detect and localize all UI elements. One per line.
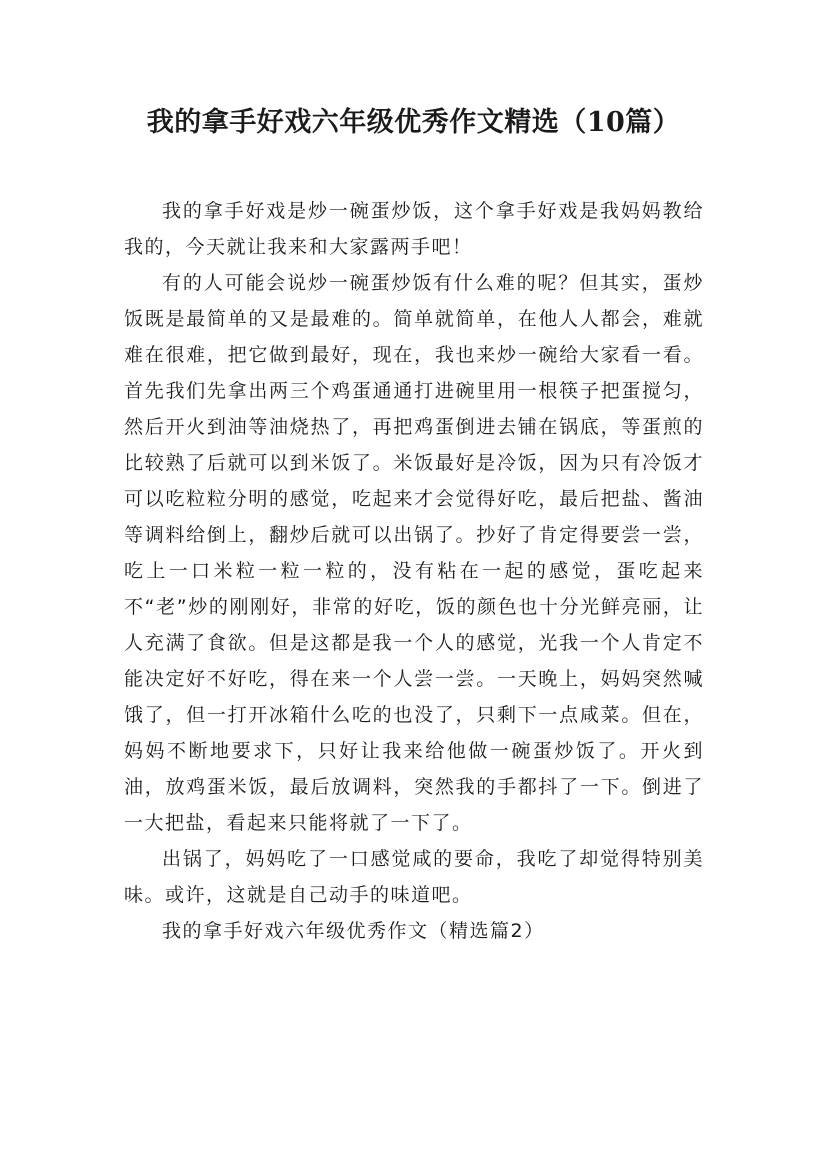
section-heading-essay-2: 我的拿手好戏六年级优秀作文（精选篇2）: [162, 920, 545, 942]
paragraph-ending: 出锅了，妈妈吃了一口感觉咸的要命，我吃了却觉得特别美味。或许，这就是自己动手的味道吧。: [124, 848, 704, 906]
paragraph-intro: 我的拿手好戏是炒一碗蛋炒饭，这个拿手好戏是我妈妈教给我的，今天就让我来和大家露两手吧！: [124, 200, 704, 258]
document-body: [124, 193, 704, 949]
paragraph-main: 有的人可能会说炒一碗蛋炒饭有什么难的呢？但其实，蛋炒饭既是最简单的又是最难的。简单就简单，在他人人都会，难就难在很难，把它做到最好，现在，我也来炒一碗给大家看一看。首先我们先拿出两三个鸡蛋通通打进碗里用一根筷子把蛋搅匀，然后开火到油等油烧热了，再把鸡蛋倒进去铺在锅底，等蛋煎的比较熟了后就可以到米饭了。米饭最好是冷饭，因为只有冷饭才可以吃粒粒分明的感觉，吃起来才会觉得好吃，最后把盐、酱油等调料给倒上，翻炒后就可以出锅了。抄好了肯定得要尝一尝，吃上一口米粒一粒一粒的，没有粘在一起的感觉，蛋吃起来不“老”炒的刚刚好，非常的好吃，饭的颜色也十分光鲜亮丽，让人充满了食欲。但是这都是我一个人的感觉，光我一个人肯定不能决定好不好吃，得在来一个人尝一尝。一天晚上，妈妈突然喊饿了，但一打开冰箱什么吃的也没了，只剩下一点咸菜。但在，妈妈不断地要求下，只好让我来给他做一碗蛋炒饭了。开火到油，放鸡蛋米饭，最后放调料，突然我的手都抖了一下。倒进了一大把盐，看起来只能将就了一下了。: [124, 272, 704, 834]
document-title: 我的拿手好戏六年级优秀作文精选（10篇）: [146, 107, 681, 138]
